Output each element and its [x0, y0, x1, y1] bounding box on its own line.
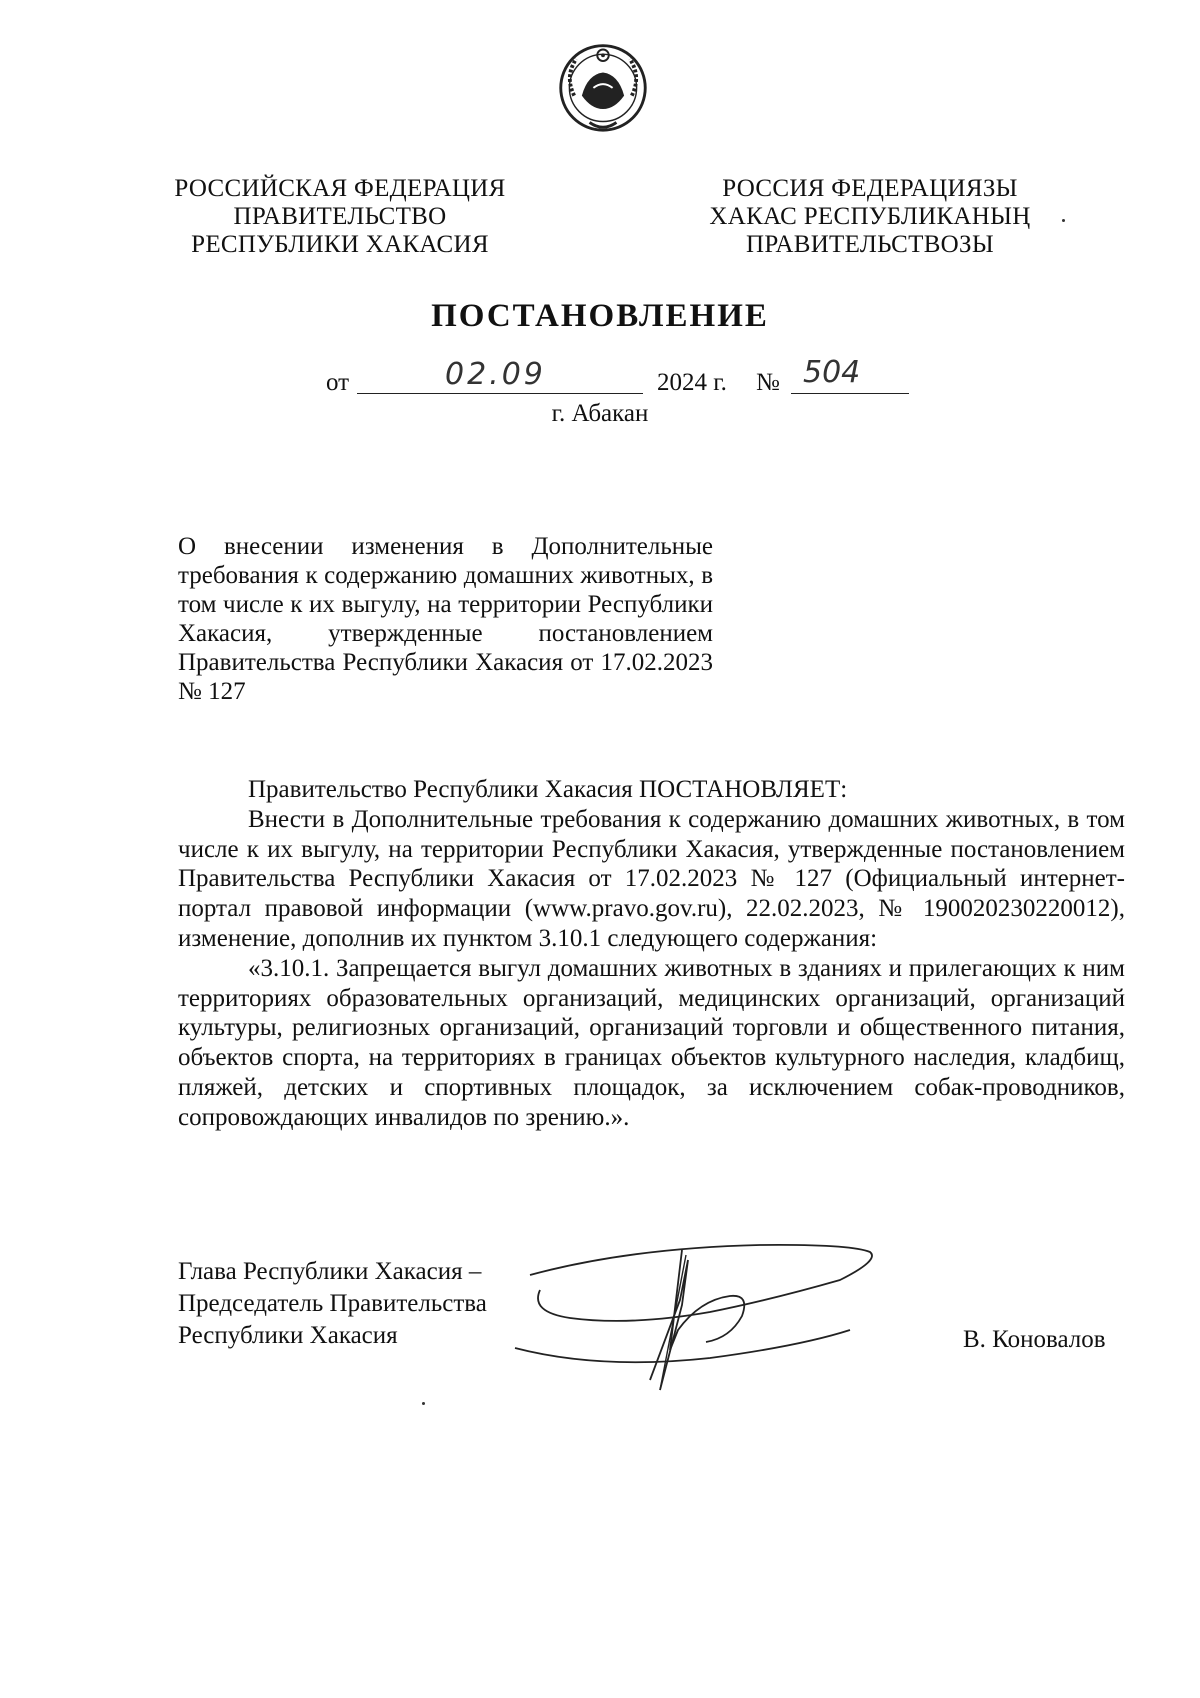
header-right-line: РОССИЯ ФЕДЕРАЦИЯЗЫ	[722, 175, 1018, 202]
number-sign: №	[756, 369, 780, 396]
signatory-position-line: Республики Хакасия	[178, 1322, 398, 1349]
document-subject: О внесении изменения в Дополнительные требования к содержанию домашних животных, в том числе к их выгулу, на территории Республики Хакасия, утвержденные постановлением Правительства Республики Хакасия от 17.02.2023 № 127	[178, 533, 713, 705]
header-right-line: ПРАВИТЕЛЬСТВОЗЫ	[746, 231, 994, 258]
document-title: ПОСТАНОВЛЕНИЕ	[431, 298, 769, 334]
scan-speck	[1062, 219, 1065, 222]
header-right-khakas	[700, 175, 1040, 259]
header-right-line: ХАКАС РЕСПУБЛИКАНЫҢ	[709, 203, 1031, 230]
signatory-position-line: Глава Республики Хакасия –	[178, 1258, 482, 1285]
header-left-line: РОССИЙСКАЯ ФЕДЕРАЦИЯ	[174, 175, 506, 202]
body-paragraph: Внести в Дополнительные требования к содержанию домашних животных, в том числе к их выгулу, на территории Республики Хакасия, утвержденные постановлением Правительства Республики Хакасия от 17.02.2023 № 127 (Официальный интернет-портал правовой информации (www.pravo.gov.ru), 22.02.2023, № 190020230220012), изменение, дополнив их пунктом 3.10.1 следующего содержания:	[178, 805, 1125, 952]
scan-speck	[422, 1402, 425, 1405]
body-paragraph: Правительство Республики Хакасия ПОСТАНОВЛЯЕТ:	[248, 776, 848, 803]
handwritten-number: 504	[803, 355, 861, 390]
date-prefix: от	[326, 369, 350, 396]
signatory-position-line: Председатель Правительства	[178, 1290, 487, 1317]
header-left-line: ПРАВИТЕЛЬСТВО	[233, 203, 447, 230]
coat-of-arms-emblem	[555, 38, 651, 134]
handwritten-signature	[510, 1230, 900, 1410]
signatory-name: В. Коновалов	[963, 1326, 1106, 1353]
header-left-line: РЕСПУБЛИКИ ХАКАСИЯ	[191, 231, 489, 258]
number-underline	[791, 393, 909, 394]
header-left-ru	[170, 175, 510, 259]
body-paragraph: «3.10.1. Запрещается выгул домашних животных в зданиях и прилегающих к ним территориях образовательных организаций, медицинских организаций, организаций культуры, религиозных организаций, организаций торговли и общественного питания, объектов спорта, на территориях в границах объектов культурного наследия, кладбищ, пляжей, детских и спортивных площадок, за исключением собак-проводников, сопровождающих инвалидов по зрению.».	[178, 954, 1125, 1131]
year-label: 2024 г.	[657, 369, 727, 396]
handwritten-date: 02.09	[445, 357, 546, 392]
signatory-position	[178, 1256, 487, 1352]
city: г. Абакан	[551, 400, 649, 427]
date-number-line	[0, 355, 1200, 399]
date-underline	[357, 393, 643, 394]
document-body	[178, 775, 1125, 1133]
